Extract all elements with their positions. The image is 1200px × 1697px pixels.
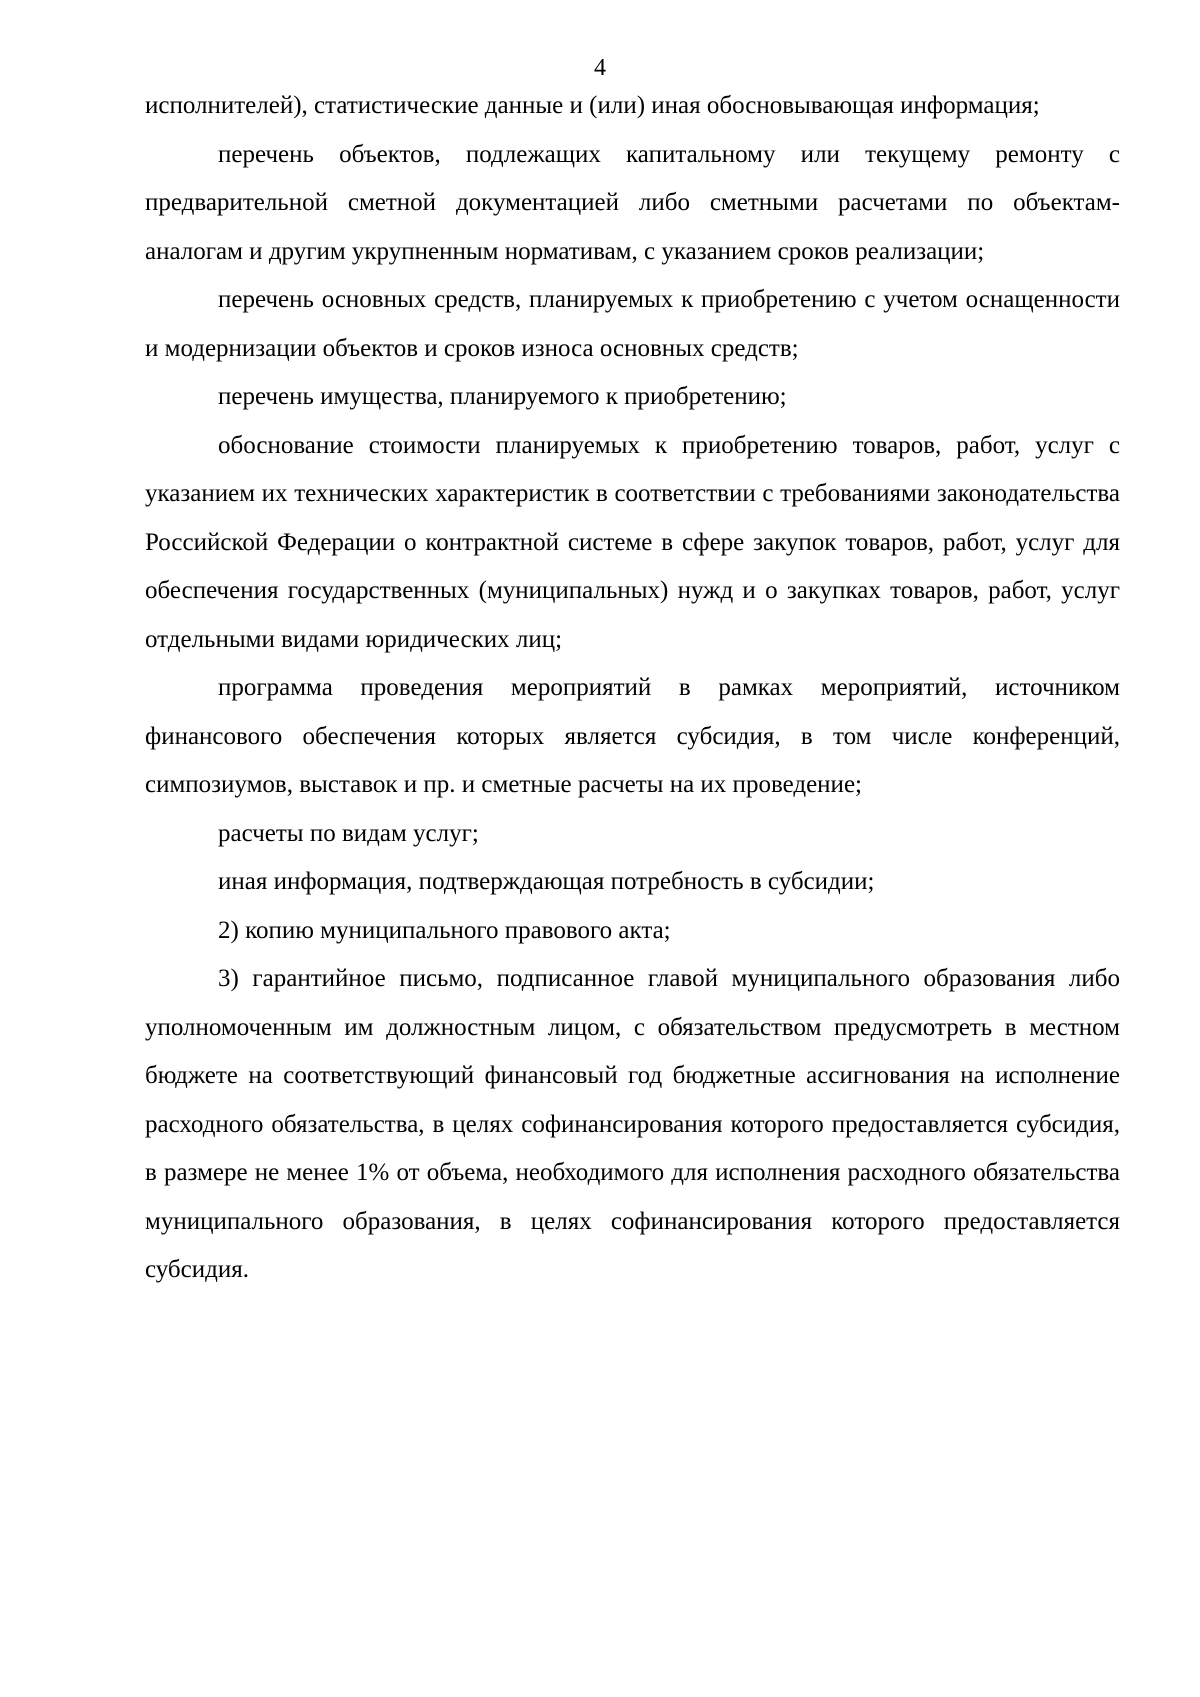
page-number: 4 — [594, 55, 606, 81]
paragraph-3: перечень основных средств, планируемых к приобретению с учетом оснащенности и модернизации объектов и сроков износа основных средств; — [145, 286, 1120, 362]
paragraph-5: обоснование стоимости планируемых к приобретению товаров, работ, услуг с указанием их технических характеристик в соответствии с требованиями законодательства Российской Федерации о контрактной системе в сфере закупок товаров, работ, услуг для обеспечения государственных (муниципальных) нужд и о закупках товаров, работ, услуг отдельными видами юридических лиц; — [145, 431, 1120, 653]
paragraph-4: перечень имущества, планируемого к приобретению; — [218, 383, 787, 410]
paragraph-7: расчеты по видам услуг; — [218, 819, 479, 847]
paragraph-9: 2) копию муниципального правового акта; — [218, 916, 671, 944]
document-body — [145, 82, 1120, 1295]
paragraph-10: 3) гарантийное письмо, подписанное главой муниципального образования либо уполномоченным им должностным лицом, с обязательством предусмотреть в местном бюджете на соответствующий финансовый год бюджетные ассигнования на исполнение расходного обязательства, в целях софинансирования которого предоставляется субсидия, в размере не менее 1% от объема, необходимого для исполнения расходного обязательства муниципального образования, в целях софинансирования которого предоставляется субсидия. — [145, 965, 1120, 1283]
paragraph-2: перечень объектов, подлежащих капитальному или текущему ремонту с предварительной сметной документацией либо сметными расчетами по объектам-аналогам и другим укрупненным нормативам, с указанием сроков реализации; — [145, 140, 1120, 265]
paragraph-1: исполнителей), статистические данные и (или) иная обосновывающая информация; — [145, 92, 1040, 119]
paragraph-8: иная информация, подтверждающая потребность в субсидии; — [218, 868, 875, 895]
paragraph-6: программа проведения мероприятий в рамках мероприятий, источником финансового обеспечения которых является субсидия, в том числе конференций, симпозиумов, выставок и пр. и сметные расчеты на их проведение; — [145, 674, 1120, 798]
